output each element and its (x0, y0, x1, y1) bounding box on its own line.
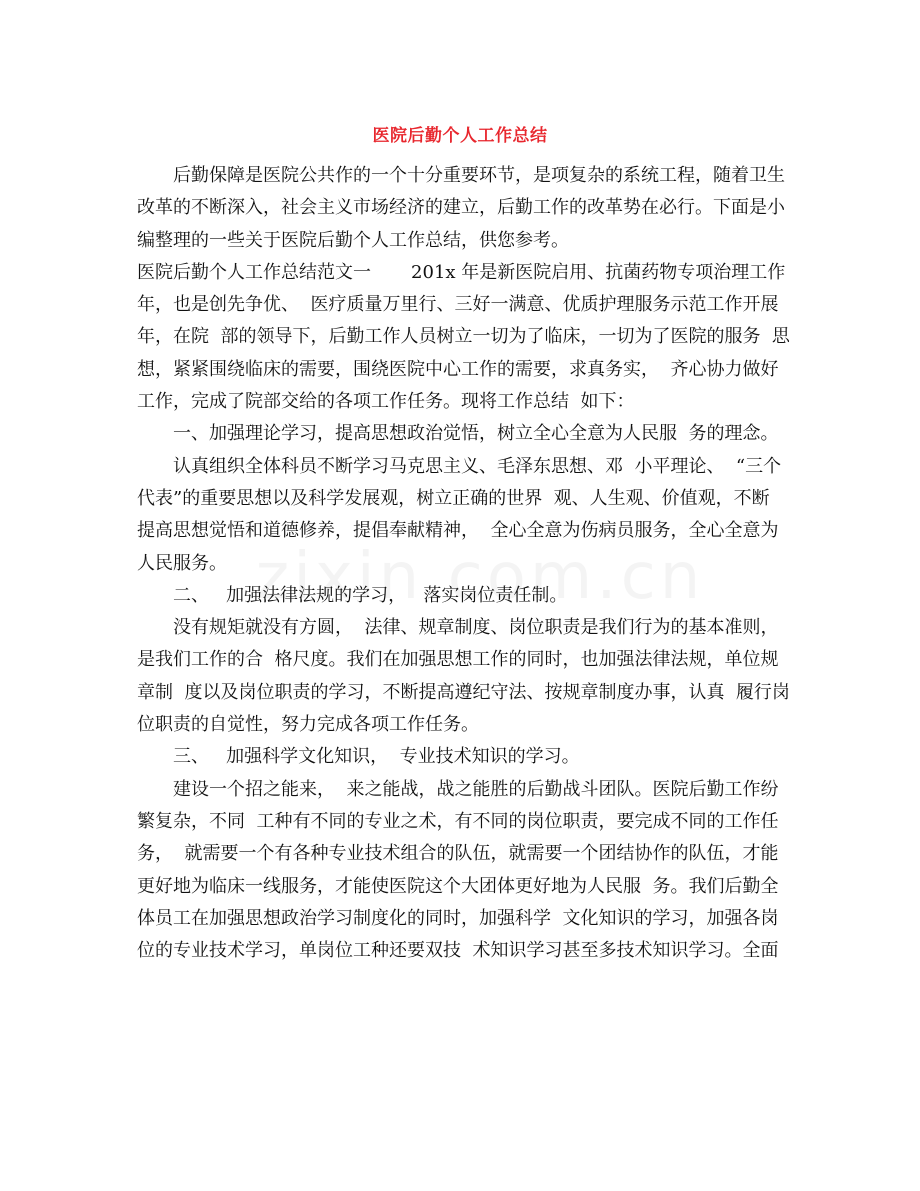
text-line: 年，在院 部的领导下，后勤工作人员树立一切为了临床，一切为了医院的服务 思 (137, 326, 790, 348)
document-title: 医院后勤个人工作总结 (372, 126, 548, 146)
text-line: 年，也是创先争优、 医疗质量万里行、三好一满意、优质护理服务示范工作开展 (137, 294, 779, 316)
text-line: 建设一个招之能来， 来之能战，战之能胜的后勤战斗团队。医院后勤工作纷 (173, 778, 779, 800)
text-line: 更好地为临床一线服务，才能使医院这个大团体更好地为人民服 务。我们后勤全 (137, 875, 779, 897)
text-line: 医院后勤个人工作总结范文一 201x 年是新医院启用、抗菌药物专项治理工作 (137, 261, 786, 283)
document-body (137, 160, 790, 967)
section-heading: 一、加强理论学习，提高思想政治觉悟，树立全心全意为人民服 务的理念。 (173, 423, 779, 445)
text-line: 体员工在加强思想政治学习制度化的同时，加强科学 文化知识的学习，加强各岗 (137, 907, 779, 929)
text-line: 章制 度以及岗位职责的学习，不断提高遵纪守法、按规章制度办事，认真 履行岗 (137, 681, 790, 703)
text-line: 没有规矩就没有方圆， 法律、规章制度、岗位职责是我们行为的基本准则， (173, 617, 779, 639)
text-line: 务， 就需要一个有各种专业技术组合的队伍，就需要一个团结协作的队伍，才能 (137, 843, 779, 865)
text-line: 位的专业技术学习，单岗位工种还要双技 术知识学习甚至多技术知识学习。全面 (137, 940, 779, 962)
text-line: 想，紧紧围绕临床的需要，围绕医院中心工作的需要，求真务实， 齐心协力做好 (137, 358, 779, 380)
text-line: 代表”的重要思想以及科学发展观，树立正确的世界 观、人生观、价值观，不断 (137, 487, 770, 509)
text-line: 编整理的一些关于医院后勤个人工作总结，供您参考。 (137, 229, 569, 251)
text-line: 繁复杂，不同 工种有不同的专业之术，有不同的岗位职责，要完成不同的工作任 (137, 810, 779, 832)
text-line: 工作，完成了院部交给的各项工作任务。现将工作总结 如下： (137, 391, 635, 413)
text-line: 认真组织全体科员不断学习马克思主义、毛泽东思想、邓 小平理论、 “三个 (173, 455, 782, 477)
text-line: 位职责的自觉性，努力完成各项工作任务。 (137, 714, 479, 736)
text-line: 提高思想觉悟和道德修养，提倡奉献精神， 全心全意为伤病员服务，全心全意为 (137, 520, 779, 542)
section-heading: 二、 加强法律法规的学习， 落实岗位责任制。 (173, 584, 568, 606)
text-line: 改革的不断深入，社会主义市场经济的建立，后勤工作的改革势在必行。下面是小 (137, 197, 785, 219)
text-line: 后勤保障是医院公共作的一个十分重要环节，是项复杂的系统工程，随着卫生 (173, 165, 785, 186)
section-heading: 三、 加强科学文化知识， 专业技术知识的学习。 (173, 746, 580, 768)
text-line: 是我们工作的合 格尺度。我们在加强思想工作的同时，也加强法律法规，单位规 (137, 649, 779, 671)
text-line: 人民服务。 (137, 552, 227, 574)
